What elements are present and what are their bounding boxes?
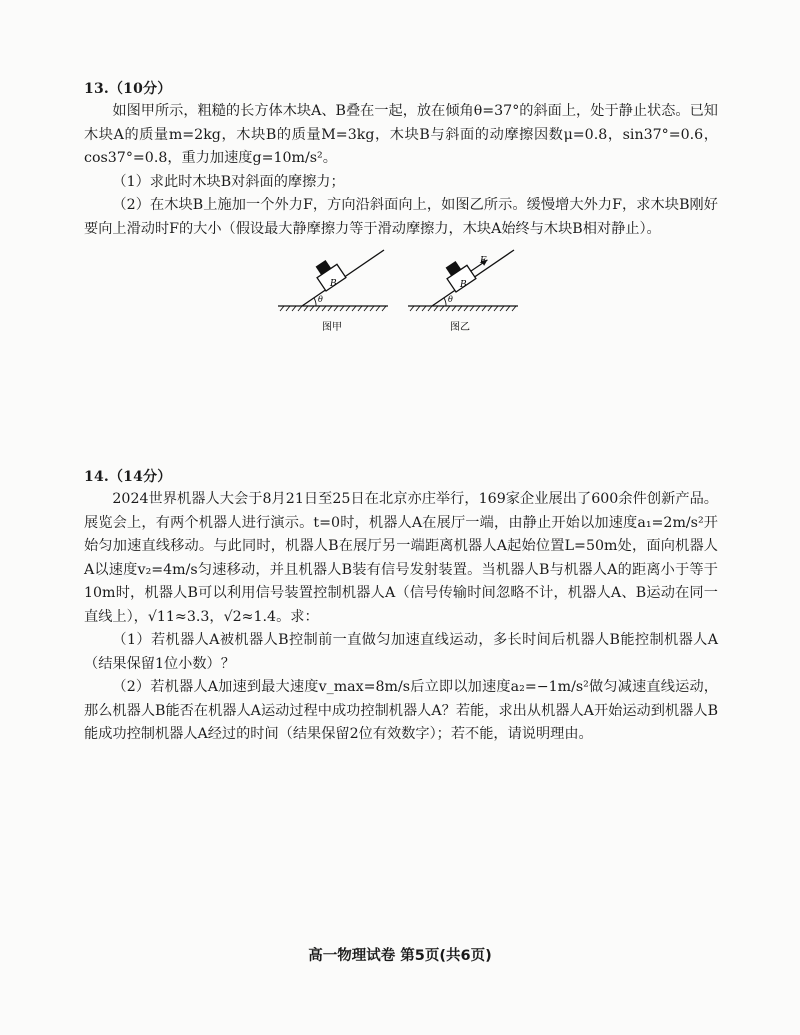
figure-a-caption: 图甲 (322, 322, 342, 333)
force-f-label: F (480, 256, 487, 266)
figure-a (272, 244, 392, 336)
question-13-part-1: （1）求此时木块B对斜面的摩擦力； (112, 173, 345, 190)
figure-b (404, 244, 524, 336)
question-14-stem: 2024世界机器人大会于8月21日至25日在北京亦庄举行，169家企业展出了600余件创新产品。展览会上，有两个机器人进行演示。t=0时，机器人A在展厅一端，由静止开始以加速度a₁=2m/s²开始匀加速直线移动。与此同时，机器人B在展厅另一端距离机器人A起始位置L=50m处，面向机器人A以速度v₂=4m/s匀速移动，并且机器人B装有信号发射装置。当机器人B与机器人A的距离小于等于10m时，机器人B可以利用信号装置控制机器人A（信号传输时间忽略不计，机器人A、B运动在同一直线上），√11≈3.3，√2≈1.4。求： (84, 491, 718, 625)
angle-theta-label: θ (318, 295, 323, 304)
question-14-part-2: （2）若机器人A加速到最大速度v_max=8m/s后立即以加速度a₂=−1m/s²做匀减速直线运动，那么机器人B能否在机器人A运动过程中成功控制机器人A？若能，求出从机器人A开始运动到机器人B能成功控制机器人A经过的时间（结果保留2位有效数字）；若不能，请说明理由。 (84, 679, 718, 742)
question-14-heading: 14.（14分） (84, 469, 172, 485)
block-b-label: B (330, 279, 337, 289)
incline-diagram-b (404, 244, 524, 336)
question-13-heading: 13.（10分） (84, 81, 172, 97)
incline-diagram-a (272, 244, 392, 336)
figure-b-caption: 图乙 (450, 322, 470, 333)
question-14-body (84, 488, 718, 747)
question-13-stem: 如图甲所示，粗糙的长方体木块A、B叠在一起，放在倾角θ=37°的斜面上，处于静止状态。已知木块A的质量m=2kg，木块B的质量M=3kg，木块B与斜面的动摩擦因数μ=0.8，sin37°=0.6，cos37°=0.8，重力加速度g=10m/s²。 (84, 103, 718, 166)
block-b-label: B (460, 280, 467, 290)
page-footer: 高一物理试卷 第5页(共6页) (308, 948, 492, 964)
question-13-part-2: （2）在木块B上施加一个外力F，方向沿斜面向上，如图乙所示。缓慢增大外力F，求木块B刚好要向上滑动时F的大小（假设最大静摩擦力等于滑动摩擦力，木块A始终与木块B相对静止）。 (84, 197, 718, 237)
angle-theta-label: θ (448, 295, 453, 304)
question-14-part-1: （1）若机器人A被机器人B控制前一直做匀加速直线运动，多长时间后机器人B能控制机器人A（结果保留1位小数）？ (84, 632, 718, 672)
question-13-body (84, 100, 718, 241)
